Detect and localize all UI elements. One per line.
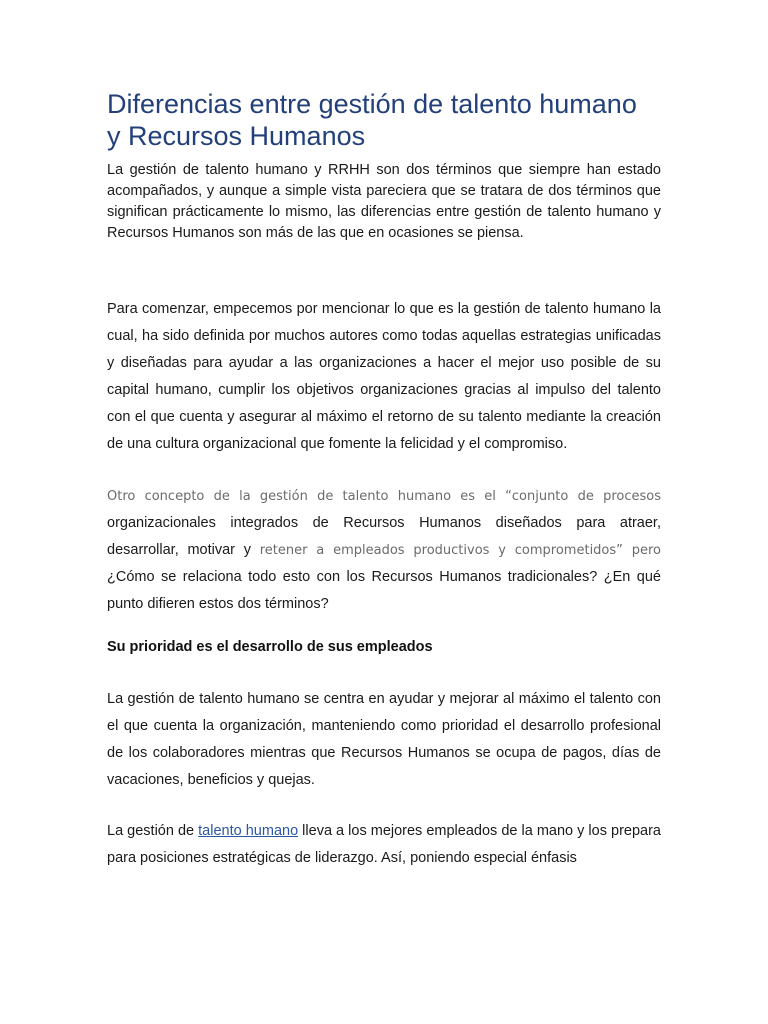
paragraph-leadership-end: lleva a los mejores empleados de la mano y los prepara para posiciones estratégicas de liderazgo. Así, poniendo especial énfasis bbox=[107, 823, 661, 866]
title-line-1: Diferencias entre gestión de talento humano bbox=[107, 89, 637, 119]
document-page bbox=[107, 88, 661, 872]
paragraph-leadership bbox=[107, 818, 661, 872]
paragraph-priority: La gestión de talento humano se centra en ayudar y mejorar al máximo el talento con el que cuenta la organización, manteniendo como prioridad el desarrollo profesional de los colaboradores mientras que Recursos Humanos se ocupa de pagos, días de vacaciones, beneficios y quejas. bbox=[107, 691, 661, 788]
paragraph-definition: Para comenzar, empecemos por mencionar lo que es la gestión de talento humano la cual, ha sido definida por muchos autores como todas aquellas estrategias unificadas y diseñadas para ayudar a las organizaciones a hacer el mejor uso posible de su capital humano, cumplir los objetivos organizaciones gracias al impulso del talento con el que cuenta y asegurar al máximo el retorno de su talento mediante la creación de una cultura organizacional que fomente la felicidad y el compromiso. bbox=[107, 301, 661, 452]
quoted-text-end: retener a empleados productivos y comprometidos” pero bbox=[259, 543, 661, 558]
paragraph-concept-middle: organizacionales integrados de Recursos Humanos diseñados para atraer, desarrollar, motivar y bbox=[107, 515, 661, 558]
paragraph-leadership-start: La gestión de bbox=[107, 823, 199, 839]
title-line-2: y Recursos Humanos bbox=[107, 121, 366, 151]
paragraph-concept bbox=[107, 483, 661, 618]
paragraph-concept-end: ¿Cómo se relaciona todo esto con los Recursos Humanos tradicionales? ¿En qué punto difieren estos dos términos? bbox=[107, 569, 661, 612]
section-subheading: Su prioridad es el desarrollo de sus empleados bbox=[107, 639, 433, 655]
talento-humano-link[interactable]: talento humano bbox=[198, 823, 299, 839]
quoted-text-start: Otro concepto de la gestión de talento humano es el “conjunto de procesos bbox=[107, 489, 661, 504]
page-title bbox=[107, 88, 661, 152]
intro-paragraph: La gestión de talento humano y RRHH son dos términos que siempre han estado acompañados, y aunque a simple vista pareciera que se tratara de dos términos que significan prácticamente lo mismo, las diferencias entre gestión de talento humano y Recursos Humanos son más de las que en ocasiones se piensa. bbox=[107, 162, 661, 241]
